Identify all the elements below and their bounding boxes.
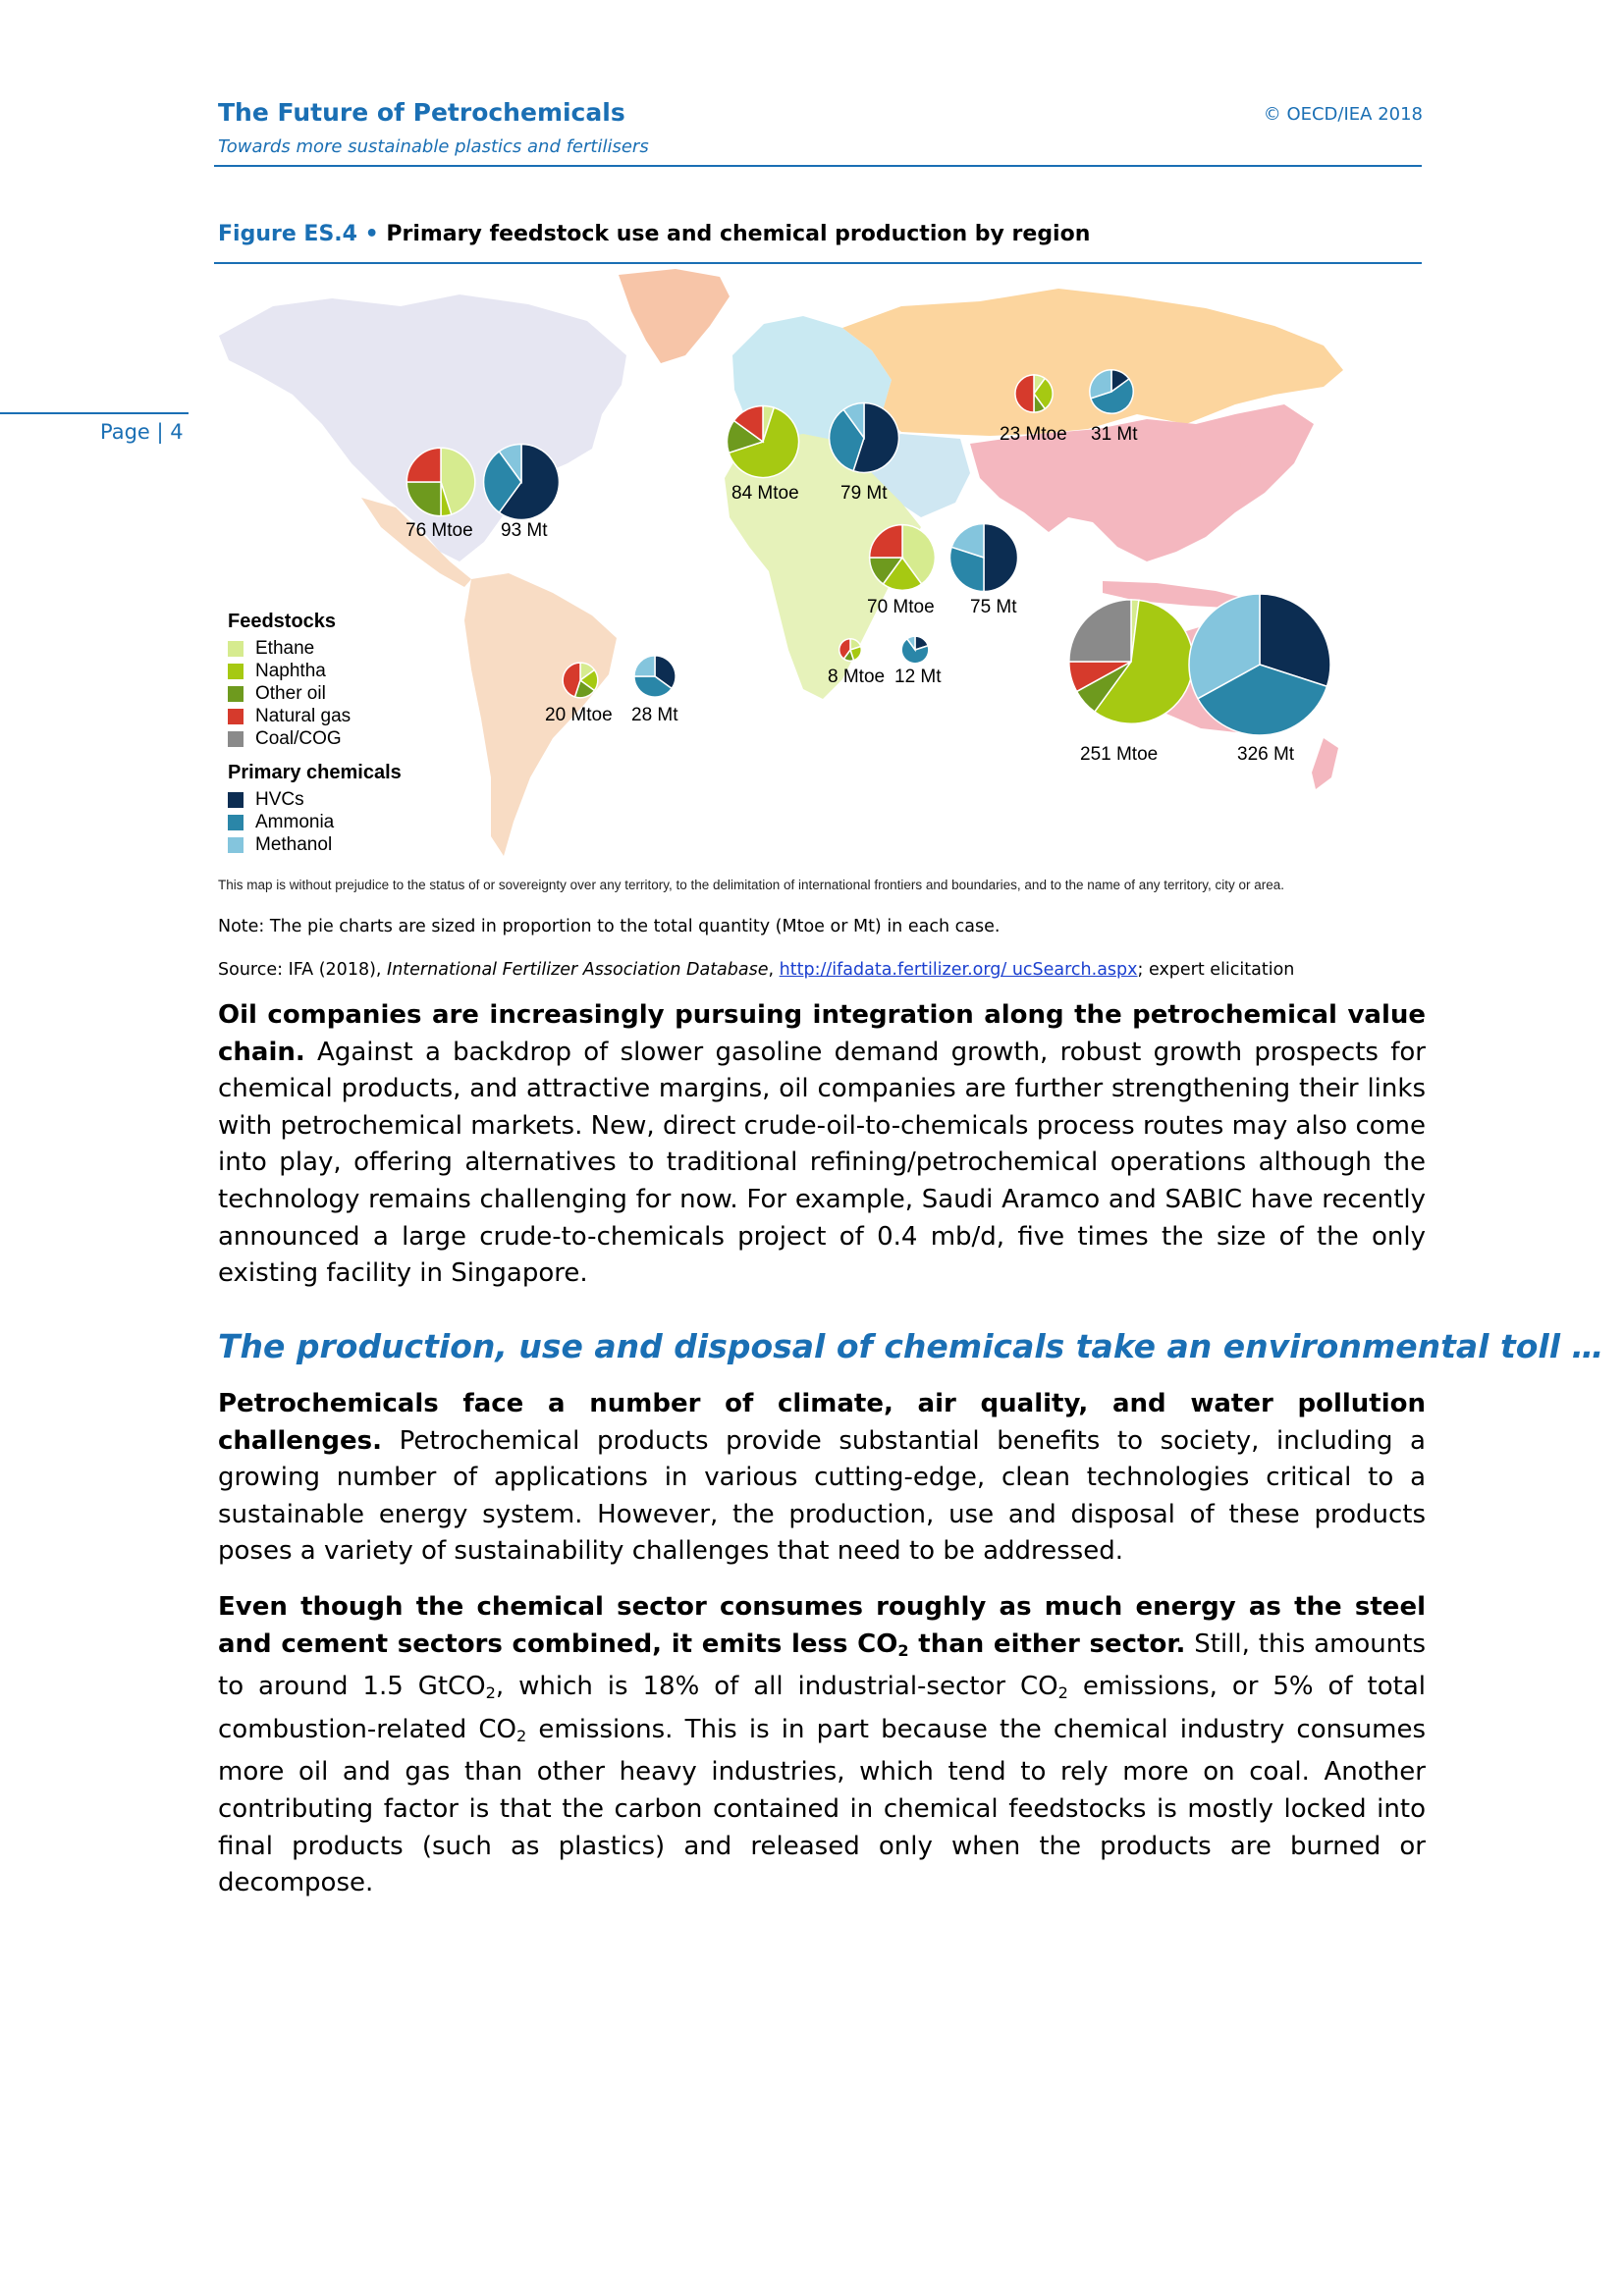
region-label-eu-chem: 79 Mt <box>840 483 888 504</box>
paragraph-challenges <box>218 1386 1426 1571</box>
text-run: Still, this amounts to around 1.5 GtCO <box>218 1629 1427 1702</box>
legend-swatch <box>228 686 244 702</box>
region-label-africa-chem: 12 Mt <box>894 667 942 687</box>
legend-label: HVCs <box>255 788 304 810</box>
text-run: than either sector. <box>908 1629 1186 1659</box>
region-label-eu-feedstock: 84 Mtoe <box>731 483 799 504</box>
new-zealand-shape <box>1312 738 1338 789</box>
region-label-na-chem: 93 Mt <box>501 520 548 541</box>
source-link[interactable]: http://ifadata.fertilizer.org/ ucSearch.aspx <box>779 960 1138 980</box>
map-disclaimer: This map is without prejudice to the status of or sovereignty over any territory, to the delimitation of international frontiers and boundaries, and to the name of any territory, city or area. <box>218 878 1285 892</box>
region-label-eurasia-feedstock: 23 Mtoe <box>1000 424 1067 445</box>
report-title: The Future of Petrochemicals <box>218 98 625 127</box>
text-run: Even though the chemical sector consumes roughly as much energy as the steel and cement sectors combined, it emits less CO <box>218 1592 1426 1659</box>
paragraph-lead: Oil companies are increasingly pursuing integration along the petrochemical value chain. <box>218 1000 1426 1067</box>
legend-item-methanol <box>228 833 402 856</box>
paragraph-integration <box>218 997 1426 1293</box>
paragraph-emissions <box>218 1589 1426 1902</box>
legend-label: Coal/COG <box>255 727 342 749</box>
legend-item-hvcs <box>228 788 402 811</box>
text-run: emissions, or 5% of total combustion-related CO <box>218 1672 1426 1744</box>
subscript: 2 <box>485 1683 496 1703</box>
legend-label: Ammonia <box>255 811 335 832</box>
text-run: emissions. This is in part because the chemical industry consumes more oil and gas than other heavy industries, which tend to rely more on coal. Another contributing factor is that the carbon contained in chemical feedstocks is mostly locked into final products (such as plastics) and released only when the products are burned or decompose. <box>218 1714 1427 1898</box>
legend-feedstocks-heading: Feedstocks <box>228 611 337 632</box>
region-label-la-chem: 28 Mt <box>631 705 678 725</box>
chemicals-pie-3-slice-hvcs <box>984 523 1018 591</box>
source-sep: , <box>768 960 780 980</box>
legend-chemicals-heading: Primary chemicals <box>228 762 402 783</box>
figure-bullet: • <box>364 222 379 246</box>
legend-label: Methanol <box>255 833 333 855</box>
paragraph-lead: Petrochemicals face a number of climate, air quality, and water pollution challenges. <box>218 1389 1426 1456</box>
legend-swatch <box>228 709 244 724</box>
paragraph-text: Against a backdrop of slower gasoline demand growth, robust growth prospects for chemical products, and attractive margins, oil companies are further strengthening their links with petrochemical markets. New, direct crude-oil-to-chemicals process routes may also come into play, offering alternatives to traditional refining/petrochemical operations although the technology remains challenging for now. For example, Saudi Aramco and SABIC have recently announced a large crude-to-chemicals project of 0.4 mb/d, five times the size of the only existing facility in Singapore. <box>218 1037 1426 1289</box>
page-number: Page | 4 <box>100 420 184 444</box>
region-label-na-feedstock: 76 Mtoe <box>406 520 473 541</box>
greenland-shape <box>619 269 730 363</box>
copyright: © OECD/IEA 2018 <box>1263 104 1423 125</box>
legend-item-coal <box>228 727 402 750</box>
region-label-me-feedstock: 70 Mtoe <box>867 597 935 617</box>
source-title: International Fertilizer Association Database <box>387 960 769 980</box>
paragraph-text: Petrochemical products provide substantial benefits to society, including a growing number of applications in various cutting-edge, clean technologies critical to a sustainable energy system. However, the production, use and disposal of these products poses a variety of sustainability challenges that need to be addressed. <box>218 1425 1426 1567</box>
legend-swatch <box>228 792 244 808</box>
legend-swatch <box>228 815 244 830</box>
legend-label: Ethane <box>255 637 315 659</box>
legend-label: Naphtha <box>255 660 326 681</box>
section-heading: The production, use and disposal of chemicals take an environmental toll … <box>218 1327 1604 1365</box>
subscript: 2 <box>1057 1683 1068 1703</box>
region-label-la-feedstock: 20 Mtoe <box>545 705 613 725</box>
legend-item-ethane <box>228 637 402 660</box>
legend-swatch <box>228 731 244 747</box>
legend-item-other-oil <box>228 682 402 705</box>
page-rule <box>0 412 189 414</box>
feedstock-pie-6-slice-coal-cog <box>1069 600 1131 662</box>
figure-rule <box>214 262 1422 264</box>
region-label-ap-chem: 326 Mt <box>1237 744 1295 765</box>
source-suffix: ; expert elicitation <box>1137 960 1295 980</box>
legend-swatch <box>228 837 244 853</box>
text-run: , which is 18% of all industrial-sector CO <box>495 1672 1058 1702</box>
subscript: 2 <box>897 1640 909 1660</box>
report-subtitle: Towards more sustainable plastics and fertilisers <box>218 136 649 157</box>
subscript: 2 <box>515 1726 527 1745</box>
source-prefix: Source: IFA (2018), <box>218 960 388 980</box>
region-label-eurasia-chem: 31 Mt <box>1091 424 1138 445</box>
region-label-me-chem: 75 Mt <box>970 597 1017 617</box>
header-rule <box>214 165 1422 167</box>
legend-item-naphtha <box>228 660 402 682</box>
figure-source <box>218 960 1294 980</box>
legend-label: Natural gas <box>255 705 352 726</box>
legend-label: Other oil <box>255 682 326 704</box>
legend-swatch <box>228 664 244 679</box>
figure-caption: Primary feedstock use and chemical production by region <box>386 222 1091 246</box>
figure-label: Figure ES.4 <box>218 222 357 246</box>
figure-note: Note: The pie charts are sized in proportion to the total quantity (Mtoe or Mt) in each case. <box>218 917 1001 936</box>
region-label-africa-feedstock: 8 Mtoe <box>828 667 886 687</box>
map-legend <box>228 611 402 856</box>
figure-title <box>218 222 1090 246</box>
legend-item-natural-gas <box>228 705 402 727</box>
legend-item-ammonia <box>228 811 402 833</box>
region-label-ap-feedstock: 251 Mtoe <box>1080 744 1159 765</box>
legend-swatch <box>228 641 244 657</box>
chemicals-pie-4-slice-methanol <box>634 656 655 676</box>
